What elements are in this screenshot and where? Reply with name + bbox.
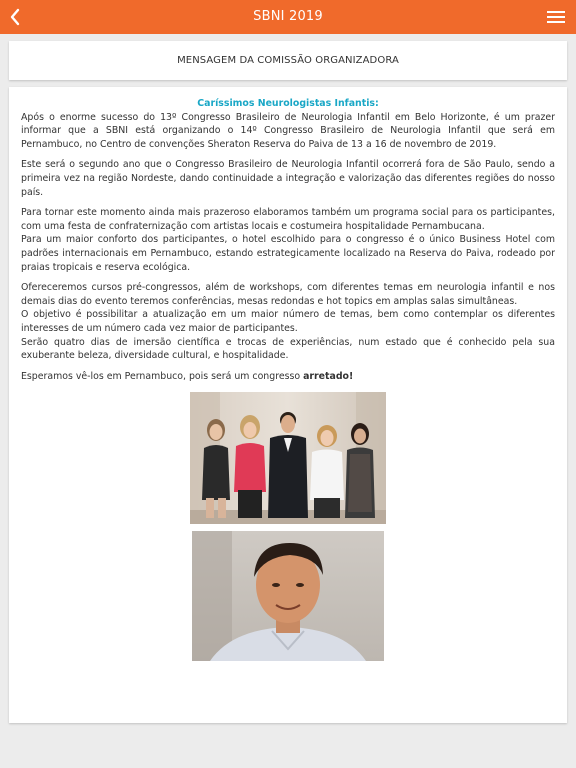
paragraph-courses-offer: Ofereceremos cursos pré-congressos, além de workshops, com diferentes temas em neurologia infantil e nos demais dias do evento teremos conferências, mesas redondas e hot topics em amplas salas simultâneas. [21, 282, 555, 307]
paragraph-social-program: Para tornar este momento ainda mais prazeroso elaboramos também um programa social para os participantes, com uma festa de confraternização com artistas locais e costumeira hospitalidade Pernambucana. [21, 207, 555, 232]
app-title: SBNI 2019 [253, 9, 323, 24]
committee-group-photo [190, 392, 386, 524]
paragraph-closing [21, 370, 555, 384]
closing-emphasis: arretado! [303, 370, 354, 382]
hamburger-menu-icon [547, 10, 565, 24]
paragraph-courses [21, 281, 555, 363]
paragraph-hotel: Para um maior conforto dos participantes, o hotel escolhido para o congresso é o único Business Hotel com padrões internacionais em Pernambuco, estando estrategicamente localizado na Reserva do Paiva, rodeado por praias tropicais e reserva ecológica. [21, 234, 555, 273]
message-card [9, 87, 567, 723]
president-portrait-photo [192, 531, 384, 661]
paragraph-immersion: Serão quatro dias de imersão científica e trocas de experiências, num estado que é conhecido pela sua exuberante beleza, diversidade cultural, e hospitalidade. [21, 336, 555, 362]
paragraph-location: Este será o segundo ano que o Congresso Brasileiro de Neurologia Infantil ocorrerá fora de São Paulo, sendo a primeira vez na região Nordeste, dando continuidade a integração e valorização das diferentes regiões do nosso país. [21, 159, 555, 198]
paragraph-objective: O objetivo é possibilitar a atualização em um maior número de temas, bem como contemplar os diferentes interesses de um número cada vez maior de participantes. [21, 309, 555, 334]
paragraph-intro: Após o enorme sucesso do 13º Congresso Brasileiro de Neurologia Infantil em Belo Horizonte, é um prazer informar que a SBNI está organizando o 14º Congresso Brasileiro de Neurologia Infantil que será em Pernambuco, no Centro de convenções Sheraton Reserva do Paiva de 13 a 16 de novembro de 2019. [21, 111, 555, 150]
paragraph-social [21, 206, 555, 274]
closing-text: Esperamos vê-los em Pernambuco, pois será um congresso [21, 370, 304, 382]
menu-button[interactable] [546, 7, 566, 27]
section-title: MENSAGEM DA COMISSÃO ORGANIZADORA [9, 41, 567, 80]
greeting-heading: Caríssimos Neurologistas Infantis: [197, 98, 379, 109]
app-header [0, 0, 576, 34]
